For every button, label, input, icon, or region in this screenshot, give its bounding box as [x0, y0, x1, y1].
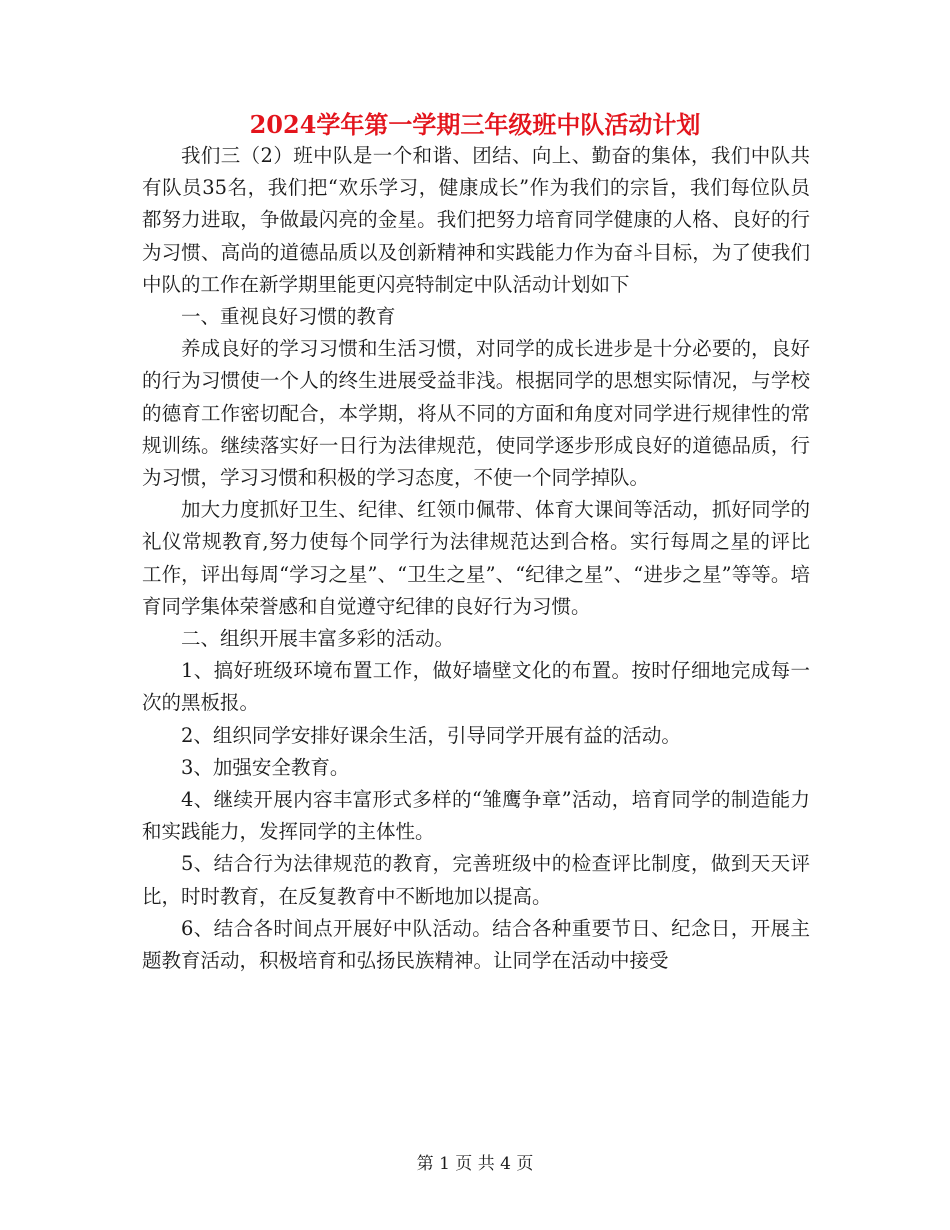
- page-number-footer: 第 1 页 共 4 页: [416, 1154, 534, 1174]
- list-item: 2、组织同学安排好课余生活，引导同学开展有益的活动。: [181, 723, 681, 747]
- intro-paragraph: 我们三（2）班中队是一个和谐、团结、向上、勤奋的集体，我们中队共有队员35名，我们把“欢乐学习，健康成长”作为我们的宗旨，我们每位队员都努力进取，争做最闪亮的金星。我们把努力培育同学健康的人格、良好的行为习惯、高尚的道德品质以及创新精神和实践能力作为奋斗目标，为了使我们中队的工作在新学期里能更闪亮特制定中队活动计划如下: [142, 144, 810, 296]
- body-paragraph: 养成良好的学习习惯和生活习惯，对同学的成长进步是十分必要的，良好的行为习惯使一个人的终生进展受益非浅。根据同学的思想实际情况，与学校的德育工作密切配合，本学期，将从不同的方面和角度对同学进行规律性的常规训练。继续落实好一日行为法律规范，使同学逐步形成良好的道德品质，行为习惯，学习习惯和积极的学习态度，不使一个同学掉队。: [142, 337, 810, 490]
- document-title: 2024学年第一学期三年级班中队活动计划: [249, 110, 701, 139]
- list-item: 3、加强安全教育。: [181, 755, 350, 779]
- list-item: 5、结合行为法律规范的教育，完善班级中的检查评比制度，做到天天评比，时时教育，在反复教育中不断地加以提高。: [142, 852, 810, 908]
- list-item: 1、搞好班级环境布置工作，做好墙壁文化的布置。按时仔细地完成每一次的黑板报。: [142, 659, 810, 715]
- list-item: 6、结合各时间点开展好中队活动。结合各种重要节日、纪念日，开展主题教育活动，积极培育和弘扬民族精神。让同学在活动中接受: [142, 916, 810, 973]
- document-body: [142, 140, 810, 977]
- list-item: 4、继续开展内容丰富形式多样的“雏鹰争章”活动，培育同学的制造能力和实践能力，发挥同学的主体性。: [142, 788, 810, 844]
- section-heading-habits: 一、重视良好习惯的教育: [181, 305, 396, 329]
- body-paragraph: 加大力度抓好卫生、纪律、红领巾佩带、体育大课间等活动，抓好同学的礼仪常规教育,努力使每个同学行为法律规范达到合格。实行每周之星的评比工作，评出每周“学习之星”、“卫生之星”、“纪律之星”、“进步之星”等等。培育同学集体荣誉感和自觉遵守纪律的良好行为习惯。: [142, 498, 810, 618]
- section-heading-activities: 二、组织开展丰富多彩的活动。: [181, 627, 455, 651]
